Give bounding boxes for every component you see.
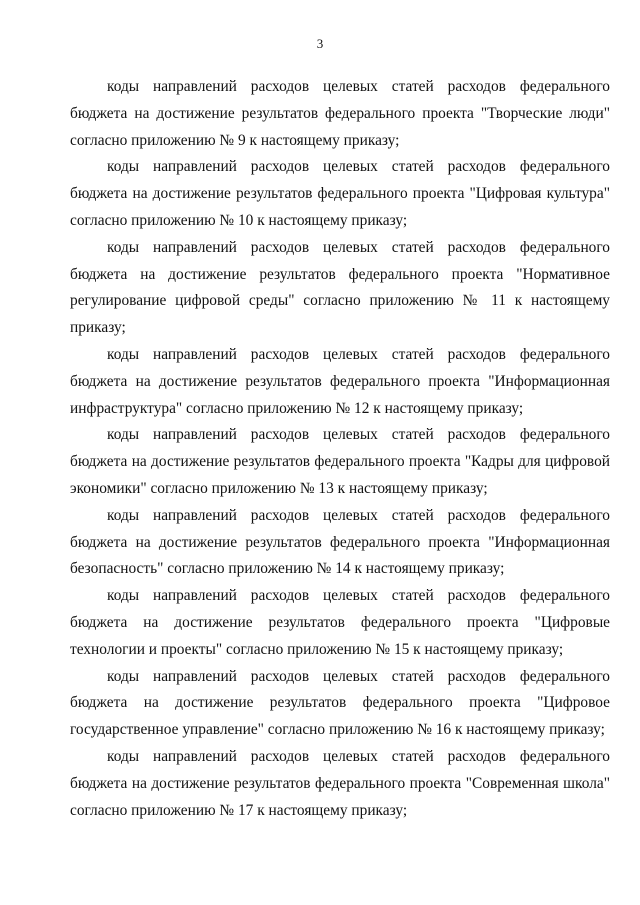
document-body [70, 74, 610, 824]
paragraph: коды направлений расходов целевых статей расходов федерального бюджета на достижение результатов федерального проекта "Кадры для цифровой экономики" согласно приложению № 13 к настоящему приказу; [70, 426, 610, 497]
paragraph: коды направлений расходов целевых статей расходов федерального бюджета на достижение результатов федерального проекта "Информационная инфраструктура" согласно приложению № 12 к настоящему приказу; [70, 345, 610, 417]
paragraph: коды направлений расходов целевых статей расходов федерального бюджета на достижение результатов федерального проекта "Нормативное регулирование цифровой среды" согласно приложению № 11 к настоящему приказу; [70, 238, 610, 337]
paragraph: коды направлений расходов целевых статей расходов федерального бюджета на достижение результатов федерального проекта "Цифровая культура" согласно приложению № 10 к настоящему приказу; [70, 158, 610, 229]
page-number: 3 [316, 36, 324, 51]
paragraph: коды направлений расходов целевых статей расходов федерального бюджета на достижение результатов федерального проекта "Современная школа" согласно приложению № 17 к настоящему приказу; [70, 747, 610, 819]
paragraph: коды направлений расходов целевых статей расходов федерального бюджета на достижение результатов федерального проекта "Творческие люди" согласно приложению № 9 к настоящему приказу; [70, 78, 610, 149]
paragraph: коды направлений расходов целевых статей расходов федерального бюджета на достижение результатов федерального проекта "Цифровые технологии и проекты" согласно приложению № 15 к настоящему приказу; [70, 587, 610, 658]
paragraph: коды направлений расходов целевых статей расходов федерального бюджета на достижение результатов федерального проекта "Информационная безопасность" согласно приложению № 14 к настоящему приказу; [70, 506, 610, 578]
paragraph: коды направлений расходов целевых статей расходов федерального бюджета на достижение результатов федерального проекта "Цифровое государственное управление" согласно приложению № 16 к настоящему приказу; [70, 667, 610, 739]
